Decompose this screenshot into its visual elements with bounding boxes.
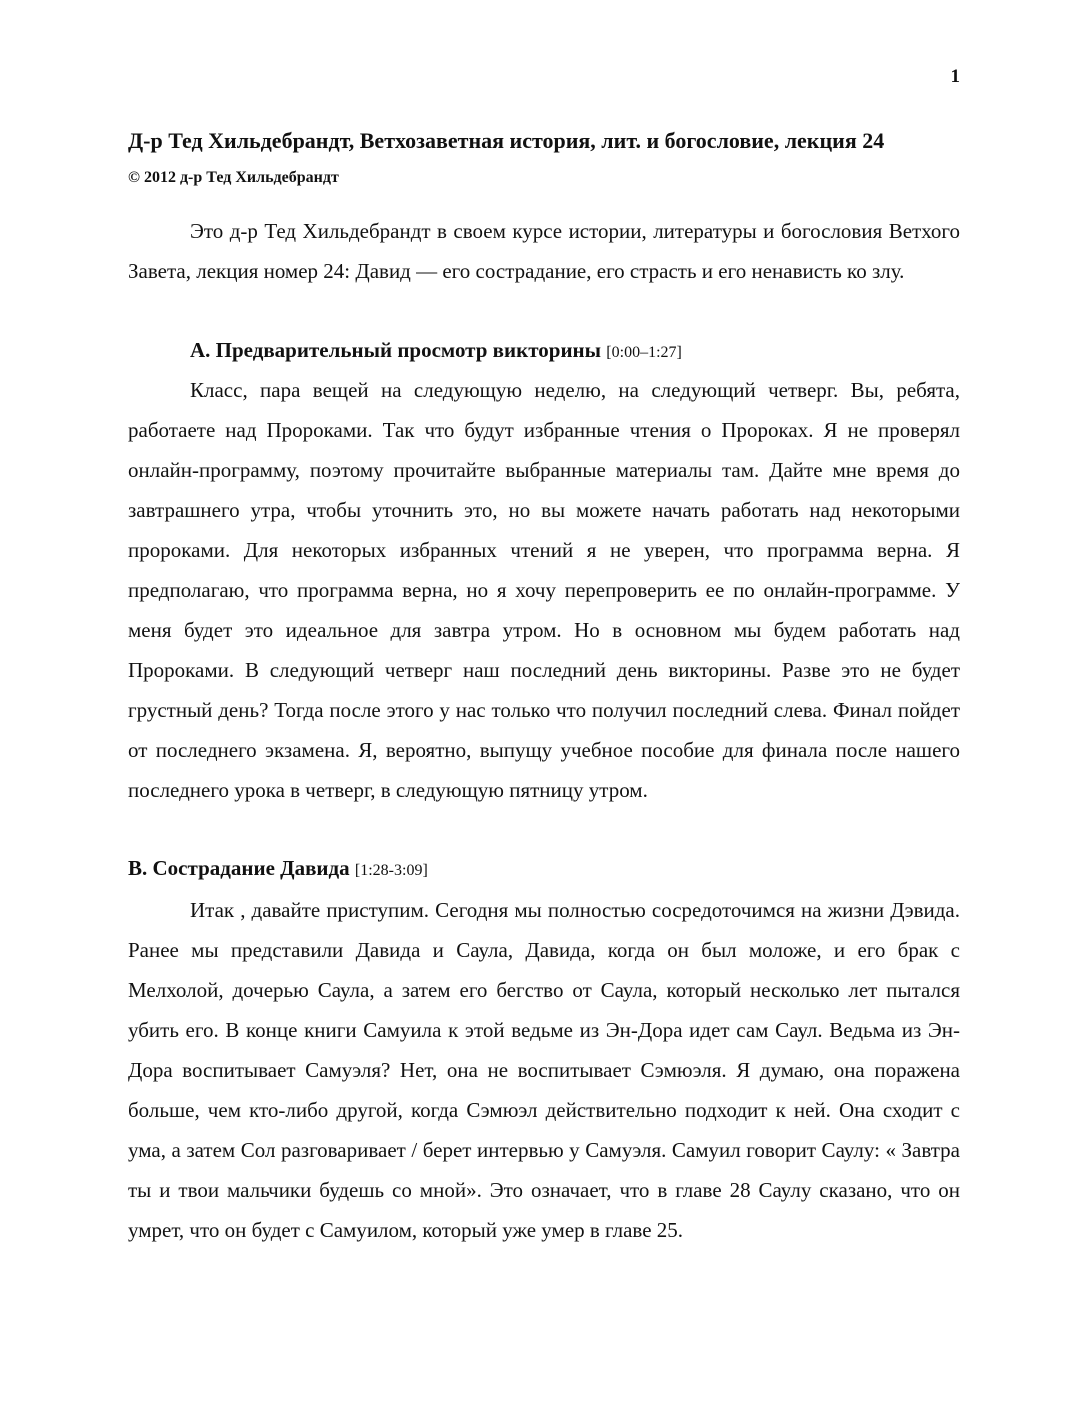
section-b-heading — [128, 856, 428, 881]
section-b-paragraph: Итак , давайте приступим. Сегодня мы полностью сосредоточимся на жизни Дэвида. Ранее мы представили Давида и Саула, Давида, когда он был моложе, и его брак с Мелхолой, дочерью Саула, а затем его бегство от Саула, который несколько лет пытался убить его. В конце книги Самуила к этой ведьме из Эн-Дора идет сам Саул. Ведьма из Эн- Дора воспитывает Самуэля? Нет, она не воспитывает Сэмюэля. Я думаю, она поражена больше, чем кто-либо другой, когда Сэмюэл действительно подходит к ней. Она сходит с ума, а затем Сол разговаривает / берет интервью у Самуэля. Самуил говорит Саулу: « Завтра ты и твои мальчики будешь со мной». Это означает, что в главе 28 Саулу сказано, что он умрет, что он будет с Самуилом, который уже умер в главе 25. — [128, 898, 960, 1242]
page-number: 1 — [950, 66, 960, 87]
copyright-line: © 2012 д-р Тед Хильдебрандт — [128, 169, 339, 186]
document-title: Д-р Тед Хильдебрандт, Ветхозаветная история, лит. и богословие, лекция 24 — [128, 128, 885, 153]
section-b-title: B. Сострадание Давида — [128, 856, 350, 880]
section-a-heading — [190, 338, 682, 363]
section-b-timestamp: [1:28-3:09] — [354, 862, 428, 879]
section-a-timestamp: [0:00–1:27] — [606, 344, 682, 361]
section-a-paragraph: Класс, пара вещей на следующую неделю, на следующий четверг. Вы, ребята, работаете над Пророками. Так что будут избранные чтения о Пророках. Я не проверял онлайн-программу, поэтому прочитайте выбранные материалы там. Дайте мне время до завтрашнего утра, чтобы уточнить это, но вы можете начать работать над некоторыми пророками. Для некоторых избранных чтений я не уверен, что программа верна. Я предполагаю, что программа верна, но я хочу перепроверить ее по онлайн-программе. У меня будет это идеальное для завтра утром. Но в основном мы будем работать над Пророками. В следующий четверг наш последний день викторины. Разве это не будет грустный день? Тогда после этого у нас только что получил последний слева. Финал пойдет от последнего экзамена. Я, вероятно, выпущу учебное пособие для финала после нашего последнего урока в четверг, в следующую пятницу утром. — [128, 378, 960, 802]
section-a-title: A. Предварительный просмотр викторины — [190, 338, 602, 362]
intro-paragraph: Это д-р Тед Хильдебрандт в своем курсе истории, литературы и богословия Ветхого Завета, лекция номер 24: Давид — его сострадание, его страсть и его ненависть ко злу. — [128, 219, 960, 283]
